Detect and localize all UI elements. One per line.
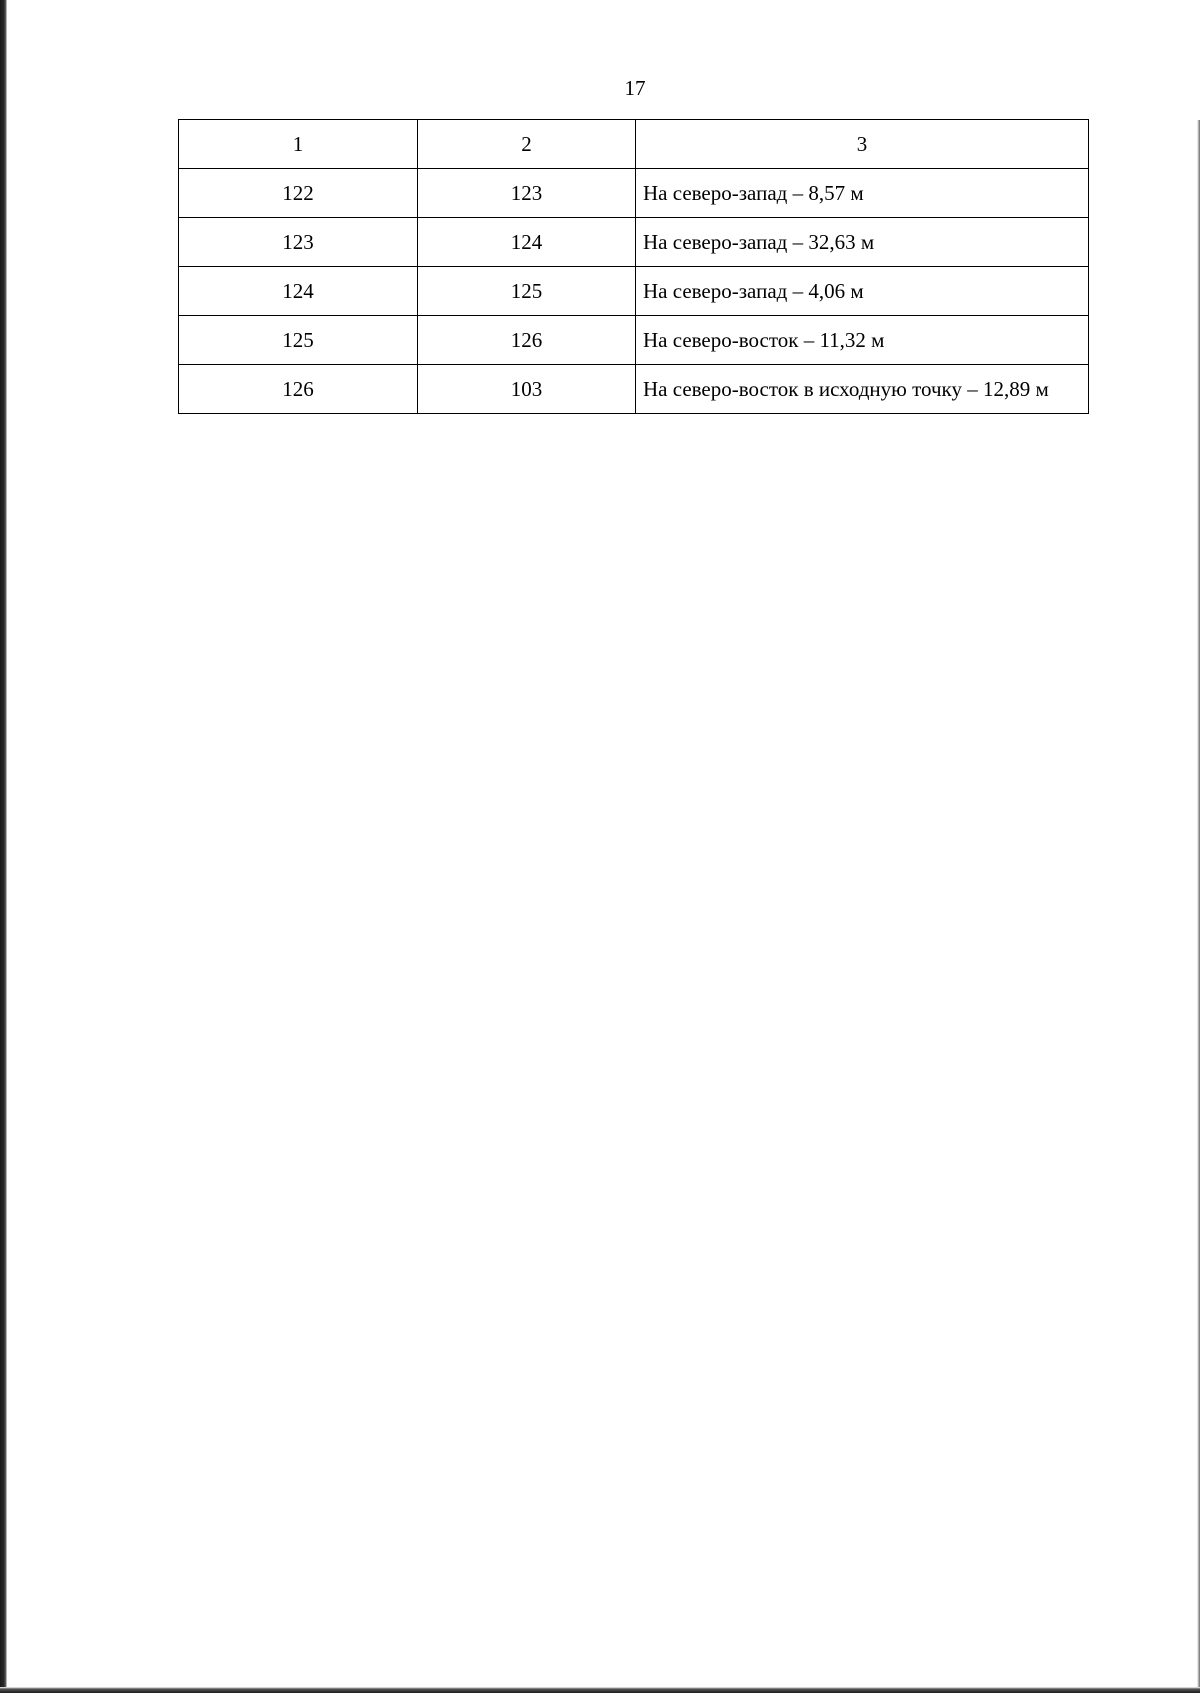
- header-cell-col-3: 3: [636, 120, 1089, 169]
- direction-distance-cell: На северо-запад – 32,63 м: [636, 218, 1089, 267]
- to-point-cell: 124: [418, 218, 636, 267]
- from-point-cell: 123: [179, 218, 418, 267]
- scan-edge-bottom: [0, 1687, 1200, 1693]
- page-number: 17: [624, 76, 646, 100]
- direction-distance-cell: На северо-восток – 11,32 м: [636, 316, 1089, 365]
- direction-distance-cell: На северо-восток в исходную точку – 12,89 м: [636, 365, 1089, 414]
- table-row: [179, 365, 1089, 414]
- direction-distance-cell: На северо-запад – 8,57 м: [636, 169, 1089, 218]
- to-point-cell: 103: [418, 365, 636, 414]
- from-point-cell: 126: [179, 365, 418, 414]
- table-row: [179, 218, 1089, 267]
- header-cell-col-1: 1: [179, 120, 418, 169]
- scan-edge-left: [0, 0, 7, 1693]
- table-row: [179, 267, 1089, 316]
- to-point-cell: 125: [418, 267, 636, 316]
- direction-distance-cell: На северо-запад – 4,06 м: [636, 267, 1089, 316]
- boundary-table: [178, 119, 1089, 414]
- to-point-cell: 126: [418, 316, 636, 365]
- from-point-cell: 124: [179, 267, 418, 316]
- from-point-cell: 125: [179, 316, 418, 365]
- table-row: [179, 316, 1089, 365]
- to-point-cell: 123: [418, 169, 636, 218]
- table-header-row: [179, 120, 1089, 169]
- table-row: [179, 169, 1089, 218]
- from-point-cell: 122: [179, 169, 418, 218]
- header-cell-col-2: 2: [418, 120, 636, 169]
